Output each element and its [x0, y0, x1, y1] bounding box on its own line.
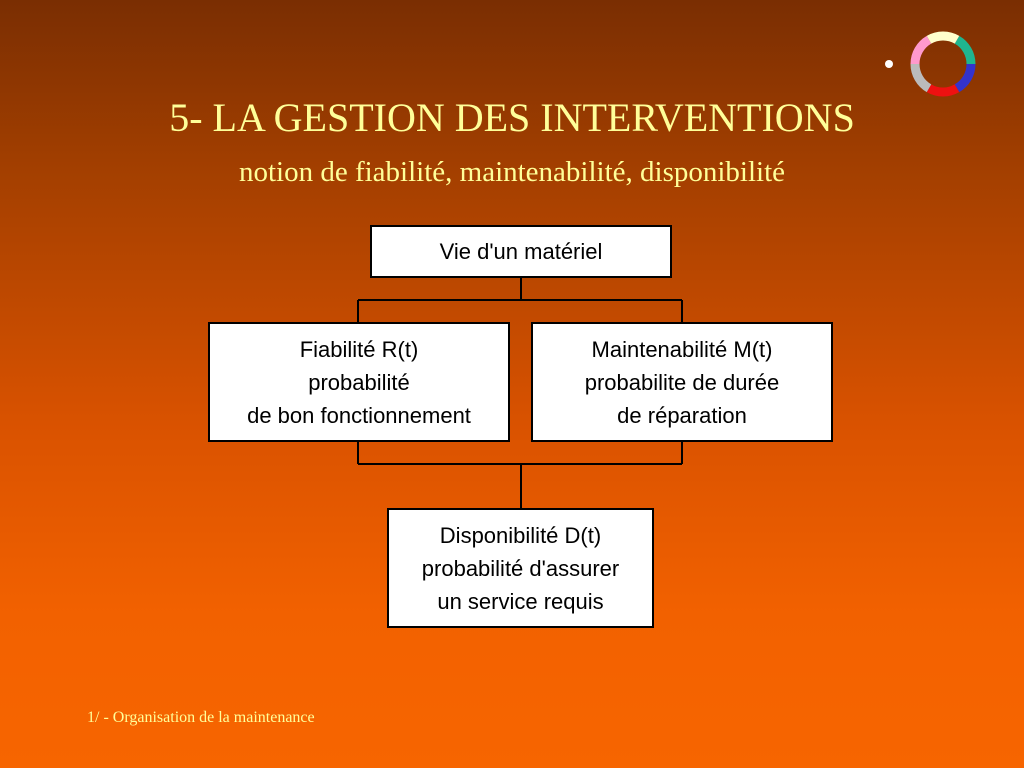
root-box [370, 225, 672, 278]
reliability-line-2: probabilité [308, 369, 410, 395]
slide-footer: 1/ - Organisation de la maintenance [87, 709, 315, 726]
maintainability-line-1: Maintenabilité M(t) [591, 336, 773, 362]
maintainability-box [531, 322, 833, 442]
availability-line-2: probabilité d'assurer [421, 555, 620, 581]
maintainability-line-2: probabilite de durée [584, 369, 780, 395]
reliability-box [208, 322, 510, 442]
reliability-line-1: Fiabilité R(t) [299, 336, 419, 362]
root-box-label: Vie d'un matériel [439, 239, 603, 264]
slide-subtitle: notion de fiabilité, maintenabilité, disponibilité [238, 156, 786, 188]
availability-box [387, 508, 654, 628]
reliability-line-3: de bon fonctionnement [247, 402, 471, 428]
slide-title: 5- LA GESTION DES INTERVENTIONS [169, 95, 855, 140]
maintainability-line-3: de réparation [617, 402, 747, 428]
availability-line-1: Disponibilité D(t) [439, 522, 602, 548]
availability-line-3: un service requis [437, 588, 604, 614]
